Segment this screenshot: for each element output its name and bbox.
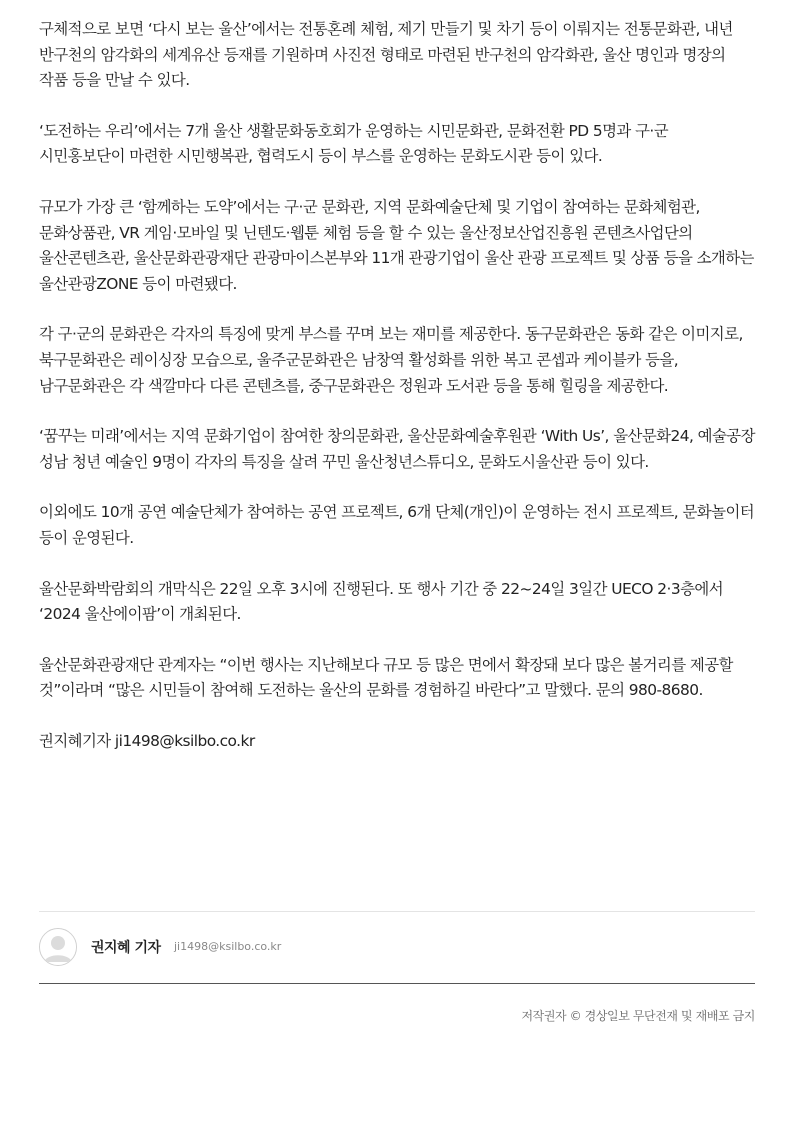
article-paragraph: 이외에도 10개 공연 예술단체가 참여하는 공연 프로젝트, 6개 단체(개인)이 운영하는 전시 프로젝트, 문화놀이터 등이 운영된다. xyxy=(39,503,755,547)
article-signature: 권지혜기자 ji1498@ksilbo.co.kr xyxy=(39,731,255,750)
reporter-byline xyxy=(39,911,755,984)
copyright-notice: 저작권자 © 경상일보 무단전재 및 재배포 금지 xyxy=(521,1009,755,1023)
article-paragraph: 구체적으로 보면 ‘다시 보는 울산’에서는 전통혼례 체험, 제기 만들기 및 차기 등이 이뤄지는 전통문화관, 내년 반구천의 암각화의 세계유산 등재를 기원하며 사진전 형태로 마련된 반구천의 암각화관, 울산 명인과 명장의 작품 등을 만날 수 있다. xyxy=(39,20,733,90)
article-paragraph: 규모가 가장 큰 ‘함께하는 도약’에서는 구·군 문화관, 지역 문화예술단체 및 기업이 참여하는 문화체험관, 문화상품관, VR 게임·모바일 및 닌텐도·웹툰 체험 등을 할 수 있는 울산정보산업진흥원 콘텐츠사업단의 울산콘텐츠관, 울산문화관광재단 관광마이스본부와 11개 관광기업이 울산 관광 프로젝트 및 상품 등을 소개하는 울산관광ZONE 등이 마련됐다. xyxy=(39,197,754,293)
article-paragraph: 울산문화박람회의 개막식은 22일 오후 3시에 진행된다. 또 행사 기간 중 22~24일 3일간 UECO 2·3층에서 ‘2024 울산에이팜’이 개최된다. xyxy=(39,579,724,624)
article-body xyxy=(39,17,755,779)
article-paragraph: ‘도전하는 우리’에서는 7개 울산 생활문화동호회가 운영하는 시민문화관, 문화전환 PD 5명과 구·군 시민홍보단이 마련한 시민행복관, 협력도시 등이 부스를 운영하는 문화도시관 등이 있다. xyxy=(39,121,669,166)
reporter-email[interactable]: ji1498@ksilbo.co.kr xyxy=(174,940,282,953)
default-user-avatar-icon[interactable] xyxy=(39,928,77,966)
article-paragraph: 각 구·군의 문화관은 각자의 특징에 맞게 부스를 꾸며 보는 재미를 제공한다. 동구문화관은 동화 같은 이미지로, 북구문화관은 레이싱장 모습으로, 울주군문화관은 남창역 활성화를 위한 복고 콘셉과 케이블카 등을, 남구문화관은 각 색깔마다 다른 콘텐츠를, 중구문화관은 정원과 도서관 등을 통해 힐링을 제공한다. xyxy=(39,325,743,395)
article-paragraph: 울산문화관광재단 관계자는 “이번 행사는 지난해보다 규모 등 많은 면에서 확장돼 보다 많은 볼거리를 제공할 것”이라며 “많은 시민들이 참여해 도전하는 울산의 문화를 경험하길 바란다”고 말했다. 문의 980-8680. xyxy=(39,655,733,700)
reporter-name[interactable]: 권지혜 기자 xyxy=(91,940,161,956)
article-paragraph: ‘꿈꾸는 미래’에서는 지역 문화기업이 참여한 창의문화관, 울산문화예술후원관 ‘With Us’, 울산문화24, 예술공장 성남 청년 예술인 9명이 각자의 특징을 살려 꾸민 울산청년스튜디오, 문화도시울산관 등이 있다. xyxy=(39,427,755,471)
